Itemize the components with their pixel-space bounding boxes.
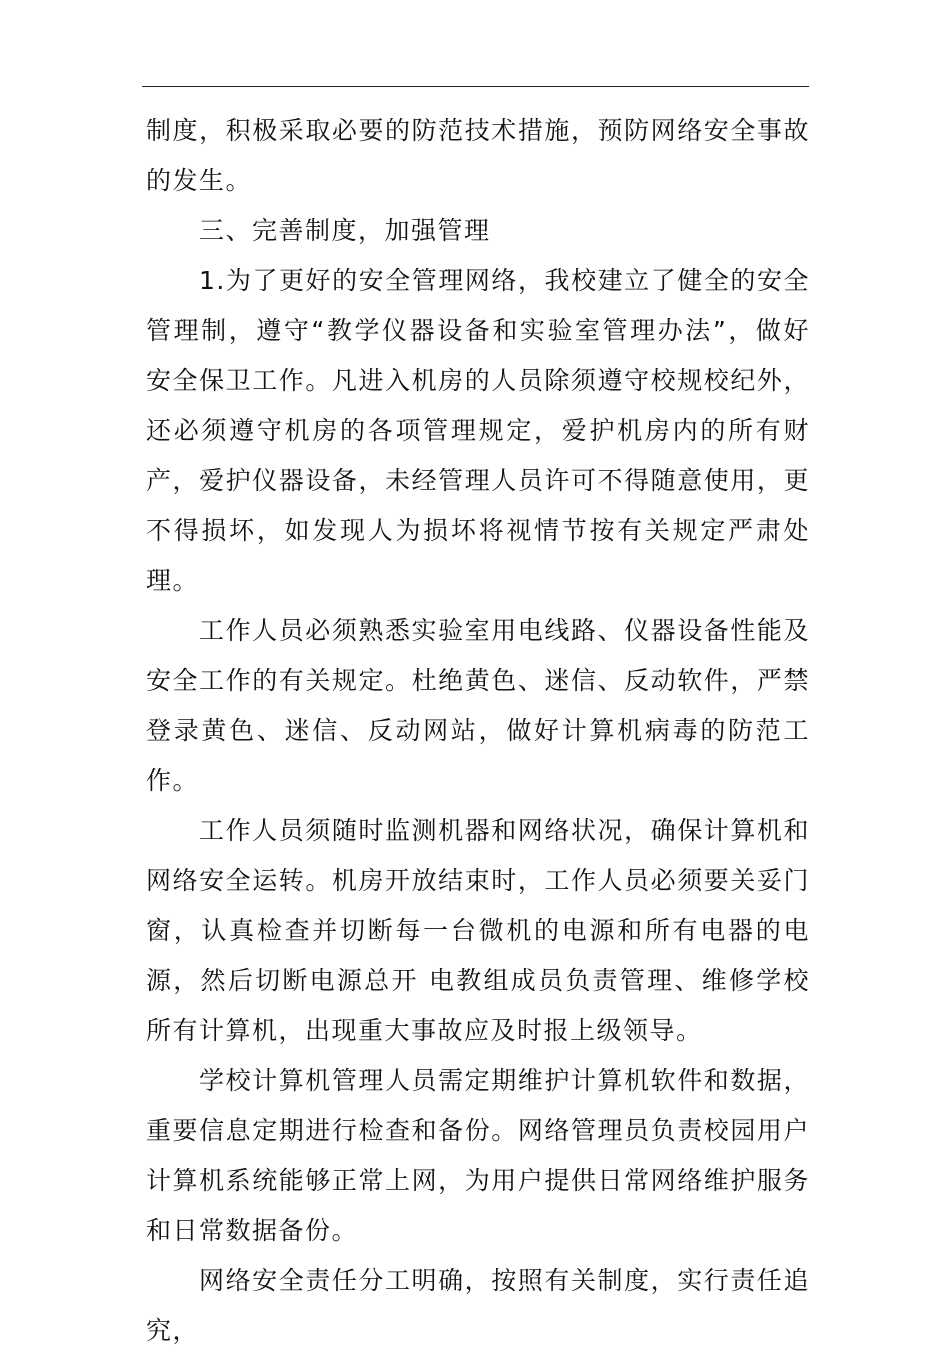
section-heading: 三、完善制度，加强管理: [199, 216, 491, 245]
header-rule: [142, 86, 809, 87]
paragraph-responsibility: 网络安全责任分工明确，按照有关制度，实行责任追究，: [146, 1266, 810, 1345]
paragraph-management-system: 1.为了更好的安全管理网络，我校建立了健全的安全管理制，遵守“教学仪器设备和实验室管理办法”，做好安全保卫工作。凡进入机房的人员除须遵守校规校纪外，还必须遵守机房的各项管理规定，爱护机房内的所有财产，爱护仪器设备，未经管理人员许可不得随意使用，更不得损坏，如发现人为损坏将视情节按有关规定严肃处理。: [146, 266, 810, 595]
paragraph-monitoring: 工作人员须随时监测机器和网络状况，确保计算机和网络安全运转。机房开放结束时，工作人员必须要关妥门窗，认真检查并切断每一台微机的电源和所有电器的电源，然后切断电源总开 电教组成员负责管理、维修学校所有计算机，出现重大事故应及时报上级领导。: [146, 816, 810, 1045]
document-body: [146, 106, 810, 1356]
paragraph-staff-requirements: 工作人员必须熟悉实验室用电线路、仪器设备性能及安全工作的有关规定。杜绝黄色、迷信、反动软件，严禁登录黄色、迷信、反动网站，做好计算机病毒的防范工作。: [146, 616, 810, 795]
paragraph-continuation: 制度，积极采取必要的防范技术措施，预防网络安全事故的发生。: [146, 116, 810, 195]
paragraph-data-backup: 学校计算机管理人员需定期维护计算机软件和数据，重要信息定期进行检查和备份。网络管理员负责校园用户计算机系统能够正常上网，为用户提供日常网络维护服务和日常数据备份。: [146, 1066, 810, 1245]
